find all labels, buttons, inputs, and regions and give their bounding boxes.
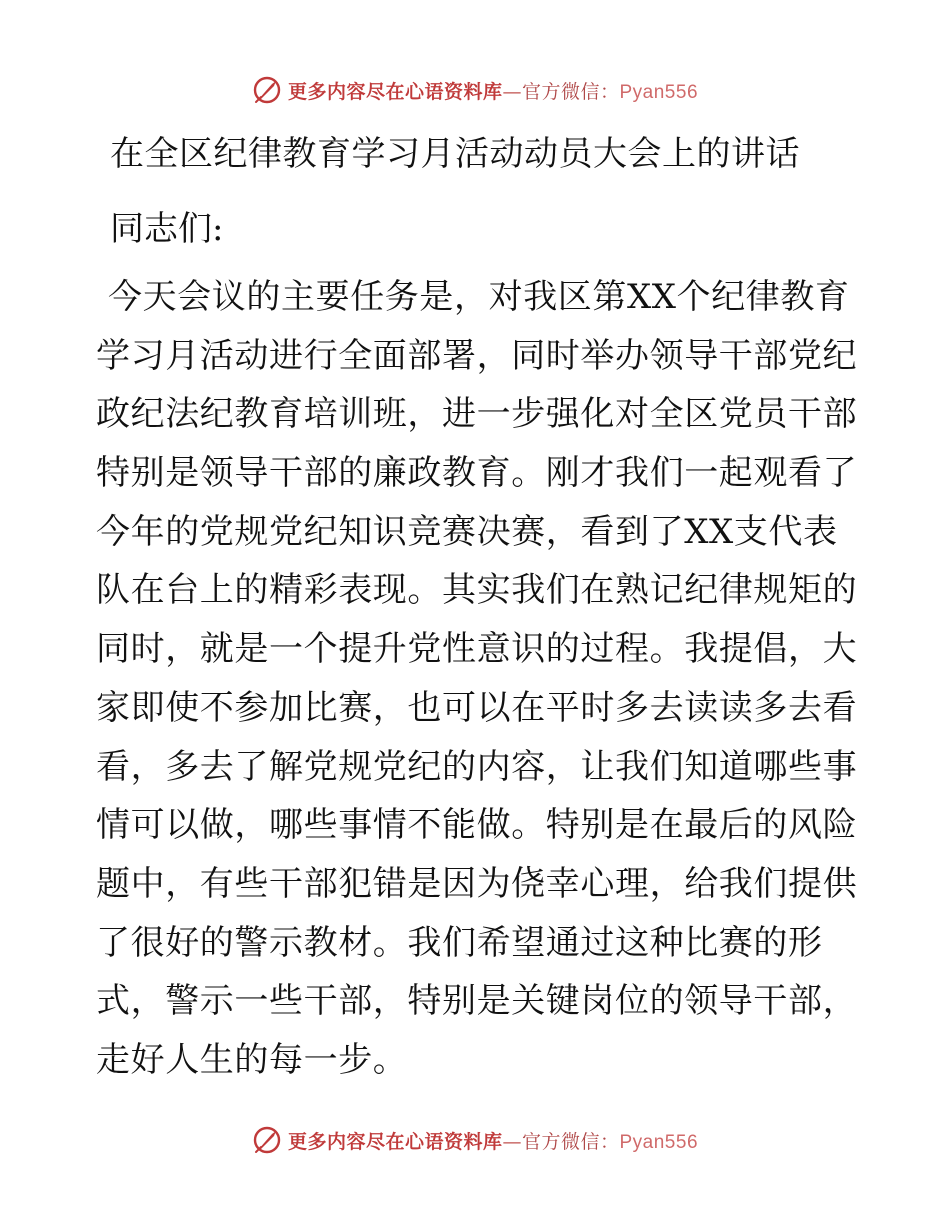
banner-text bbox=[288, 77, 698, 104]
banner-separator: — bbox=[502, 80, 522, 103]
quill-pen-icon bbox=[252, 1125, 282, 1155]
body-line: 今天会议的主要任务是，对我区第XX个纪律教育 bbox=[108, 277, 850, 317]
body-line: 式，警示一些干部，特别是关键岗位的领导干部， bbox=[96, 981, 858, 1022]
banner-wechat-id: Pyan556 bbox=[619, 81, 699, 103]
footer-banner bbox=[0, 1120, 950, 1160]
speech-body bbox=[96, 274, 856, 1096]
banner-wechat-label: 官方微信： bbox=[521, 80, 620, 103]
body-line: 看，多去了解党规党纪的内容，让我们知道哪些事 bbox=[96, 746, 858, 787]
salutation: 同志们: bbox=[110, 209, 224, 249]
body-line: 同时，就是一个提升党性意识的过程。我提倡，大 bbox=[96, 629, 858, 670]
body-line: 情可以做，哪些事情不能做。特别是在最后的风险 bbox=[96, 805, 858, 846]
body-line: 学习月活动进行全面部署，同时举办领导干部党纪 bbox=[96, 335, 858, 376]
body-line: 政纪法纪教育培训班，进一步强化对全区党员干部 bbox=[96, 394, 858, 435]
banner-text bbox=[288, 1127, 698, 1154]
header-banner bbox=[0, 70, 950, 110]
body-line: 走好人生的每一步。 bbox=[96, 1039, 408, 1080]
body-line: 特别是领导干部的廉政教育。刚才我们一起观看了 bbox=[96, 453, 858, 494]
quill-pen-icon bbox=[252, 75, 282, 105]
banner-brand: 更多内容尽在心语资料库 bbox=[287, 1130, 503, 1153]
body-line: 家即使不参加比赛，也可以在平时多去读读多去看 bbox=[96, 687, 858, 728]
banner-wechat-label: 官方微信： bbox=[521, 1130, 620, 1153]
banner-wechat-id: Pyan556 bbox=[619, 1131, 699, 1153]
body-line: 了很好的警示教材。我们希望通过这种比赛的形 bbox=[96, 922, 823, 963]
body-line: 题中，有些干部犯错是因为侥幸心理，给我们提供 bbox=[96, 863, 858, 904]
body-line: 今年的党规党纪知识竞赛决赛，看到了XX支代表 bbox=[96, 511, 838, 552]
banner-separator: — bbox=[502, 1130, 522, 1153]
page-title: 在全区纪律教育学习月活动动员大会上的讲话 bbox=[110, 134, 800, 174]
banner-brand: 更多内容尽在心语资料库 bbox=[287, 80, 503, 103]
body-line: 队在台上的精彩表现。其实我们在熟记纪律规矩的 bbox=[96, 570, 858, 611]
